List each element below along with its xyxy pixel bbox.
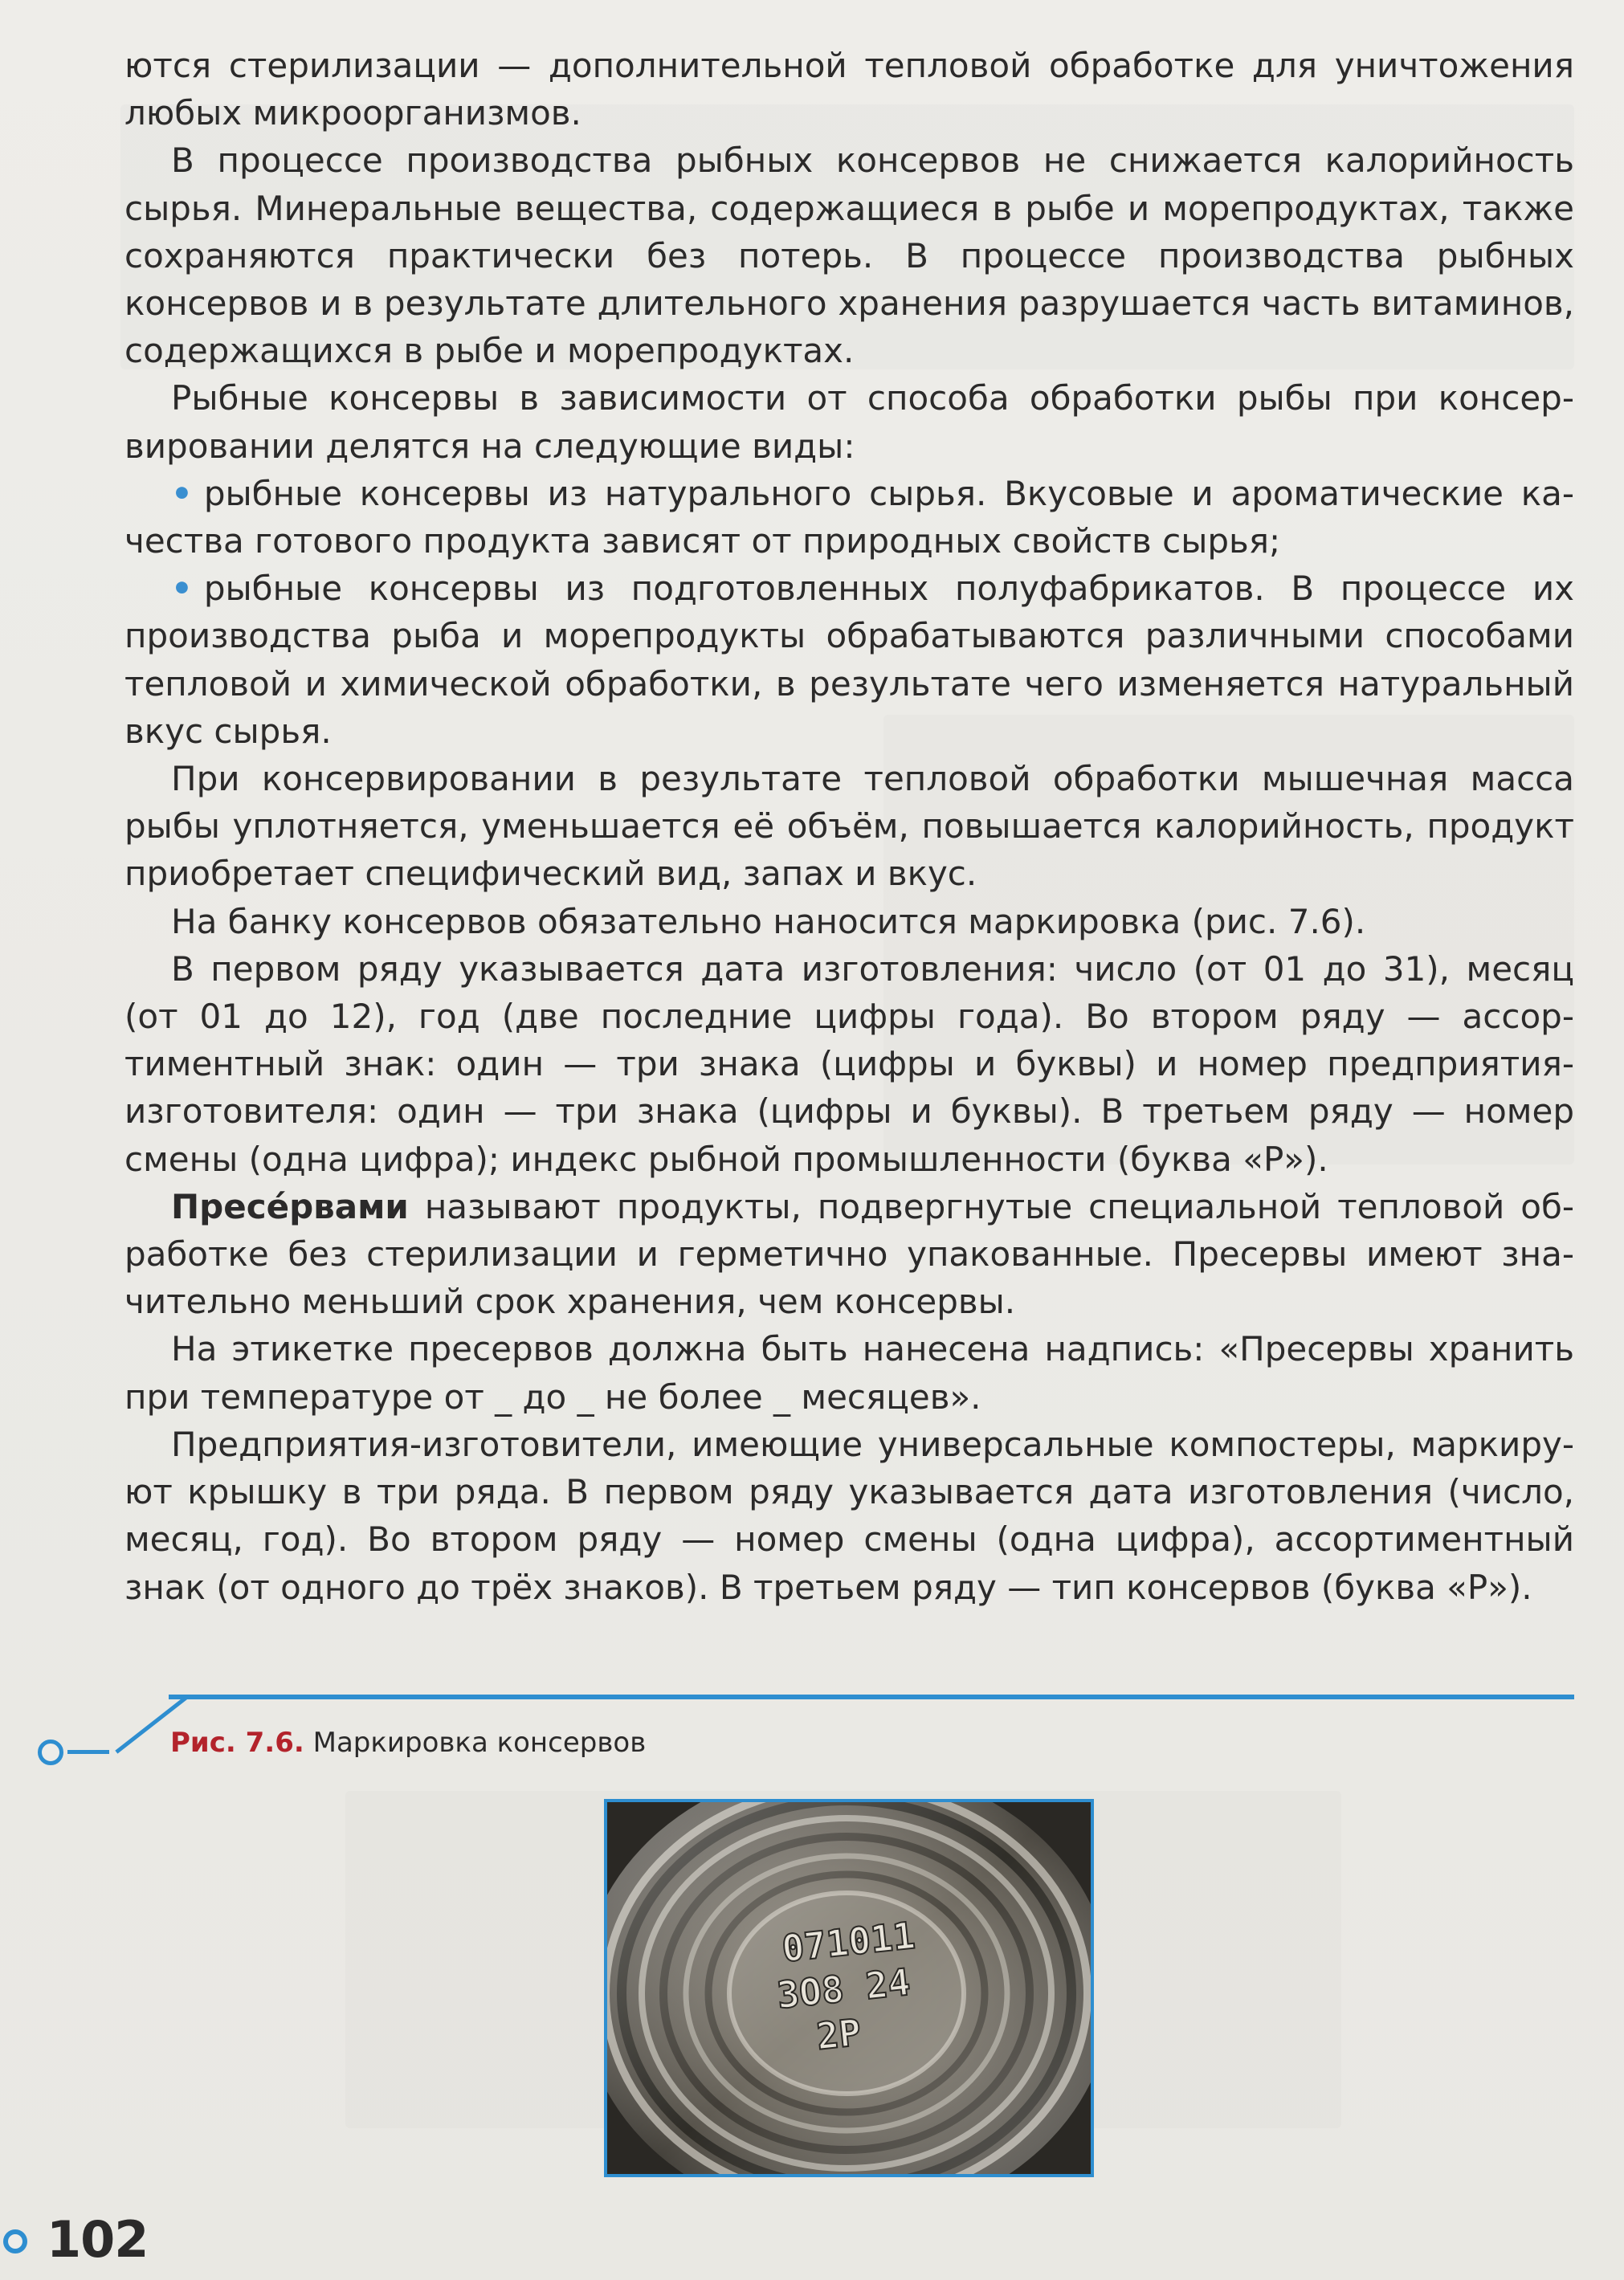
caption-rule xyxy=(169,1695,1574,1699)
page-number-ring-icon xyxy=(3,2229,27,2253)
paragraph: На этикетке пресервов должна быть нанесена надпись: «Пресервы хранить при температуре от _ до _ не более _ месяцев». xyxy=(124,1329,1574,1417)
definition-paragraph xyxy=(124,1183,1574,1326)
caption-connector xyxy=(67,1750,109,1754)
page-number: 102 xyxy=(47,2210,149,2269)
figure-caption-text: Маркировка консервов xyxy=(312,1727,647,1759)
bullet-icon: • xyxy=(171,473,193,513)
stamp-line-3: 2Р xyxy=(814,2010,863,2058)
bullet-icon: • xyxy=(171,569,193,609)
stamp-line-2: 3О8 24 xyxy=(774,1960,912,2017)
can-lid-image xyxy=(607,1802,1091,2174)
figure-label: Рис. 7.6. xyxy=(170,1727,304,1759)
paragraph: На банку консервов обязательно наносится маркировка (рис. 7.6). xyxy=(171,901,1366,941)
paragraph: Предприятия-изготовители, имеющие универсальные компостеры, маркируют крышку в три ряда. В первом ряду указывается дата изготовления (число, месяц, год). Во втором ряду — номер смены (одна цифра), ассортиментный знак (от одного до трёх знаков). В третьем ряду — тип консервов (буква «Р»). xyxy=(124,1424,1574,1607)
paragraph: В первом ряду указывается дата изготовления: число (от 01 до 31), месяц (от 01 до 12), год (две последние цифры года). Во втором ряду — ассортиментный знак: один — три знака (цифры и буквы) и номер предприятия-изготовителя: один — три знака (цифры и буквы). В третьем ряду — номер смены (одна цифра); индекс рыбной промышленности (буква «Р»). xyxy=(124,948,1574,1179)
definition-text: называют продукты, подвергнутые специальной тепловой обработке без стерилизации и герметично упакованные. Пресервы имеют значительно меньший срок хранения, чем консервы. xyxy=(124,1186,1574,1322)
bullet-text: рыбные консервы из подготовленных полуфабрикатов. В процессе их производства рыба и морепродукты обрабатываются различными способами тепловой и химической обработки, в результате чего изменяется натуральный вкус сырья. xyxy=(124,569,1574,751)
paragraph: При консервировании в результате тепловой обработки мышечная масса рыбы уплотняется, уменьшается её объём, повышается калорийность, продукт приобретает специфический вид, запах и вкус. xyxy=(124,759,1574,894)
term-preserves: Пресе́рвами xyxy=(171,1186,409,1226)
paragraph: В процессе производства рыбных консервов не снижается калорийность сырья. Минеральные вещества, содержащиеся в рыбе и морепродуктах, также сохраняются практически без потерь. В процессе производства рыбных консервов и в результате длительного хранения разрушается часть витаминов, содержащихся в рыбе и морепродуктах. xyxy=(124,141,1574,371)
body-text xyxy=(124,42,1574,1611)
can-lid-photo xyxy=(604,1799,1094,2177)
stamp-line-1: 071011 xyxy=(779,1913,917,1971)
bullet-text: рыбные консервы из натурального сырья. Вкусовые и ароматические качества готового продукта зависят от природных свойств сырья; xyxy=(124,473,1574,561)
paragraph: Рыбные консервы в зависимости от способа обработки рыбы при консервировании делятся на следующие виды: xyxy=(124,378,1574,466)
figure-caption xyxy=(170,1723,646,1763)
caption-ring-icon xyxy=(38,1740,63,1765)
bullet-item xyxy=(124,470,1574,565)
paragraph: ются стерилизации — дополнительной тепловой обработке для уничтожения любых микроорганизмов. xyxy=(124,46,1574,133)
bullet-item xyxy=(124,565,1574,755)
